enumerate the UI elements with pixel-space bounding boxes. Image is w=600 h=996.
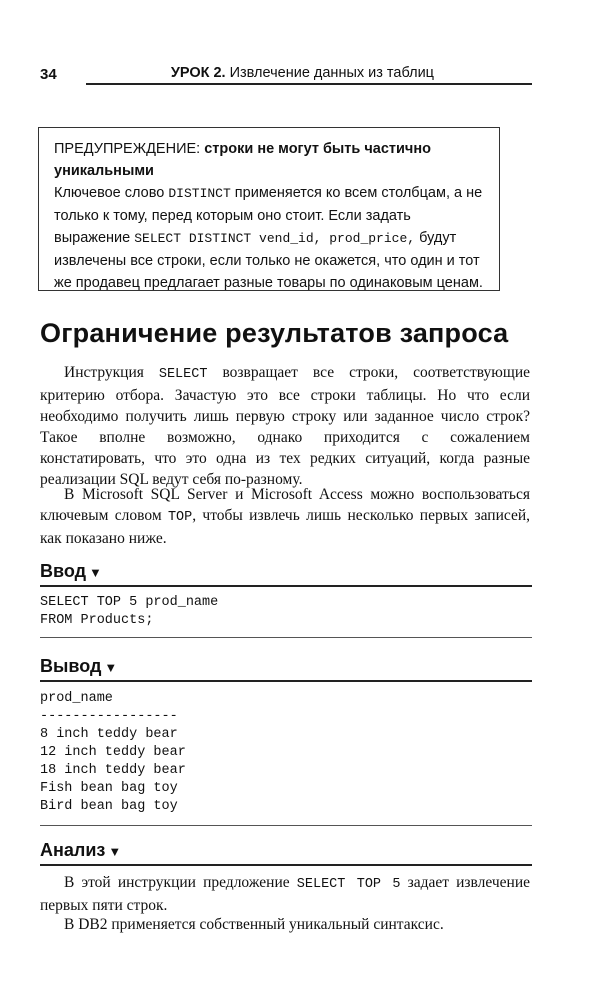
para2-code: TOP <box>167 510 193 525</box>
code-line: ----------------- <box>40 709 178 724</box>
code-line: 18 inch teddy bear <box>40 763 186 778</box>
section-title: Ограничение результатов запроса <box>40 318 509 348</box>
analysis-heading-text: Анализ <box>40 840 106 860</box>
analysis-paragraph-2 <box>40 914 530 935</box>
code-line: 12 inch teddy bear <box>40 745 186 760</box>
warning-text-1: Ключевое слово <box>54 185 169 201</box>
analysis-text-a: В этой инструкции предложение <box>64 874 297 891</box>
running-title <box>165 65 440 81</box>
code-line: SELECT TOP 5 prod_name <box>40 595 219 610</box>
para2-text-b: , чтобы извлечь лишь несколько первых записей, как показано ниже. <box>40 507 531 547</box>
input-heading-text: Ввод <box>40 561 87 581</box>
analysis-heading-rule <box>40 864 532 866</box>
warning-body <box>54 182 487 294</box>
warning-text-3: будут извлечены все строки, если только не окажется, что один и тот же продавец предлагает разные товары по одинаковым ценам. <box>54 230 483 291</box>
warning-label: ПРЕДУПРЕЖДЕНИЕ: <box>54 141 201 157</box>
output-heading <box>40 656 532 684</box>
page-number: 34 <box>40 66 57 83</box>
output-code-rule <box>40 825 532 826</box>
warning-title <box>54 138 487 182</box>
input-code <box>40 594 532 630</box>
analysis-paragraph-1 <box>40 872 530 916</box>
output-heading-label <box>40 656 117 677</box>
para1-code: SELECT <box>158 367 208 382</box>
output-heading-text: Вывод <box>40 656 102 676</box>
code-line: Fish bean bag toy <box>40 781 178 796</box>
output-heading-rule <box>40 680 532 682</box>
warning-box <box>38 127 500 291</box>
warning-code-1: DISTINCT <box>168 186 231 201</box>
triangle-down-icon: ▼ <box>89 565 102 580</box>
input-heading <box>40 561 532 589</box>
warning-text-2: применяется ко всем столбцам, а не только к тому, перед которым оно стоит. Если задать выражение <box>54 185 483 246</box>
page-header <box>40 64 532 86</box>
lesson-number: УРОК 2. <box>170 65 226 81</box>
analysis-heading-label <box>40 840 121 861</box>
para1-text-a: Инструкция <box>64 364 159 381</box>
analysis-text-b: задает извлечение первых пяти строк. <box>40 874 531 914</box>
warning-headline: строки не могут быть частично уникальными <box>54 141 431 179</box>
analysis-heading <box>40 840 532 868</box>
warning-code-2: SELECT DISTINCT vend_id, prod_price, <box>134 231 416 246</box>
section-paragraph-1 <box>40 362 530 490</box>
output-code <box>40 690 532 816</box>
triangle-down-icon: ▼ <box>108 844 122 859</box>
triangle-down-icon: ▼ <box>104 660 118 675</box>
input-code-rule <box>40 637 532 638</box>
code-line: 8 inch teddy bear <box>40 727 178 742</box>
input-heading-label <box>40 561 102 582</box>
section-paragraph-2 <box>40 484 530 549</box>
code-line: FROM Products; <box>40 613 154 628</box>
analysis-code: SELECT TOP 5 <box>296 877 401 892</box>
code-line: prod_name <box>40 691 113 706</box>
analysis-text-2: В DB2 применяется собственный уникальный синтаксис. <box>64 916 444 933</box>
input-heading-rule <box>40 585 532 587</box>
header-rule <box>86 83 532 85</box>
para1-text-b: возвращает все строки, соответствующие критерию отбора. Зачастую это все строки таблицы. Но что если необходимо получить лишь первую строку или заданное число строк? Такое вполне возможно, однако приходится с сожалением констатировать, что это одна из тех редких ситуаций, когда разные реализации SQL ведут себя по-разному. <box>40 364 530 488</box>
code-line: Bird bean bag toy <box>40 799 178 814</box>
para2-text-a: В Microsoft SQL Server и Microsoft Access можно воспользоваться ключевым словом <box>40 486 530 524</box>
lesson-title: Извлечение данных из таблиц <box>229 65 434 81</box>
